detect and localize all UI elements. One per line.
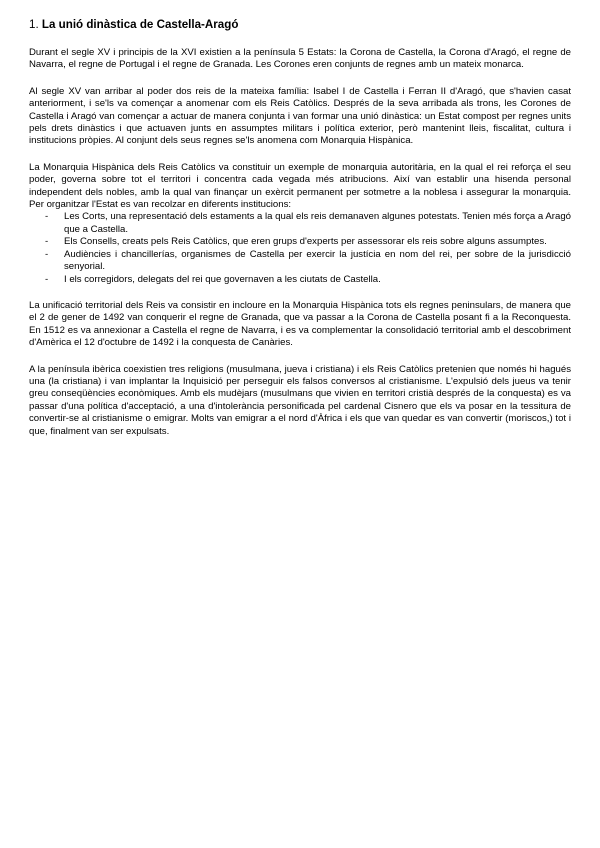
bullet-dash: - <box>45 236 49 248</box>
paragraph-catholic-monarchs: Al segle XV van arribar al poder dos reis de la mateixa família: Isabel I de Castella i Ferran II d'Aragó, que s'havien casat anteriorment, i se'ls va començar a anomenar com els Reis Catòlics. Després de la seva arribada als trons, les Corones de Castella i Aragó van començar a actuar de manera conjunta i van formar una unió dinàstica: un Estat compost per regnes units pels drets dinàstics i que actuaven junts en assumptes militars i política exterior, però mantenint lleis, fiscalitat, cultura i institucions pròpies. Al conjunt dels seus regnes se'ls anomena com Monarquia Hispànica. <box>29 85 571 147</box>
section-number: 1. <box>29 18 39 31</box>
paragraph-territorial-unification: La unificació territorial dels Reis va consistir en incloure en la Monarquia Hispànica tots els regnes peninsulars, de manera que el 2 de gener de 1492 van conquerir el regne de Granada, que va passar a la Corona de Castella posant fi a la Reconquesta. En 1512 es va annexionar a Castella el regne de Navarra, i es va complementar la consolidació territorial amb el descobriment d'Amèrica el 12 d'octubre de 1492 i la conquesta de Canàries. <box>29 299 571 349</box>
paragraph-religions: A la península ibèrica coexistien tres religions (musulmana, jueva i cristiana) i els Reis Catòlics pretenien que només hi hagués una (la cristiana) i van implantar la Inquisició per perseguir els falsos conversos al cristianisme. L'expulsió dels jueus va tenir greu conseqüències econòmiques. Amb els mudèjars (musulmans que vivien en territori cristià després de la conquesta) es va passar d'una política d'acceptació, a una d'intolerància personificada pel cardenal Cisnero que els va posar en la tessitura de convertir-se al cristianisme o emigrar. Molts van emigrar a el nord d'Àfrica i els que van quedar es van convertir (moriscos,) tot i que, finalment van ser expulsats. <box>29 363 571 437</box>
institutions-list <box>29 211 571 285</box>
list-item-text: I els corregidors, delegats del rei que governaven a les ciutats de Castella. <box>64 273 381 285</box>
list-item-text: Els Consells, creats pels Reis Catòlics, que eren grups d'experts per assessorar els reis sobre alguns assumptes. <box>64 236 547 248</box>
list-item <box>29 211 571 236</box>
list-item <box>29 236 571 248</box>
bullet-dash: - <box>45 211 49 223</box>
section-heading <box>29 18 571 32</box>
list-item <box>29 249 571 274</box>
bullet-dash: - <box>45 273 49 285</box>
list-item <box>29 274 571 286</box>
document-page <box>29 18 571 452</box>
paragraph-states: Durant el segle XV i principis de la XVI existien a la península 5 Estats: la Corona de Castella, la Corona d'Aragó, el regne de Navarra, el regne de Portugal i el regne de Granada. Les Corones eren conjunts de regnes amb un mateix monarca. <box>29 47 571 71</box>
bullet-dash: - <box>45 248 49 260</box>
list-item-text: Audiències i chancillerías, organismes de Castella per exercir la justícia en nom del rei, per sobre de la jurisdicció senyorial. <box>64 248 571 273</box>
paragraph-authoritarian-monarchy: La Monarquia Hispànica dels Reis Catòlics va constituir un exemple de monarquia autoritària, en la qual el rei reforça el seu poder, governa sobre tot el territori i concentra cada vegada més atribucions. Així van establir una hisenda personal independent dels nobles, amb la qual van finançar un exèrcit permanent per sotmetre a la noblesa i assegurar la monarquia. Per organitzar l'Estat es van recolzar en diferents institucions: <box>29 161 571 211</box>
section-title: La unió dinàstica de Castella-Aragó <box>41 18 239 31</box>
list-item-text: Les Corts, una representació dels estaments a la qual els reis demanaven algunes potestats. Tenien més força a Aragó que a Castella. <box>64 211 571 235</box>
